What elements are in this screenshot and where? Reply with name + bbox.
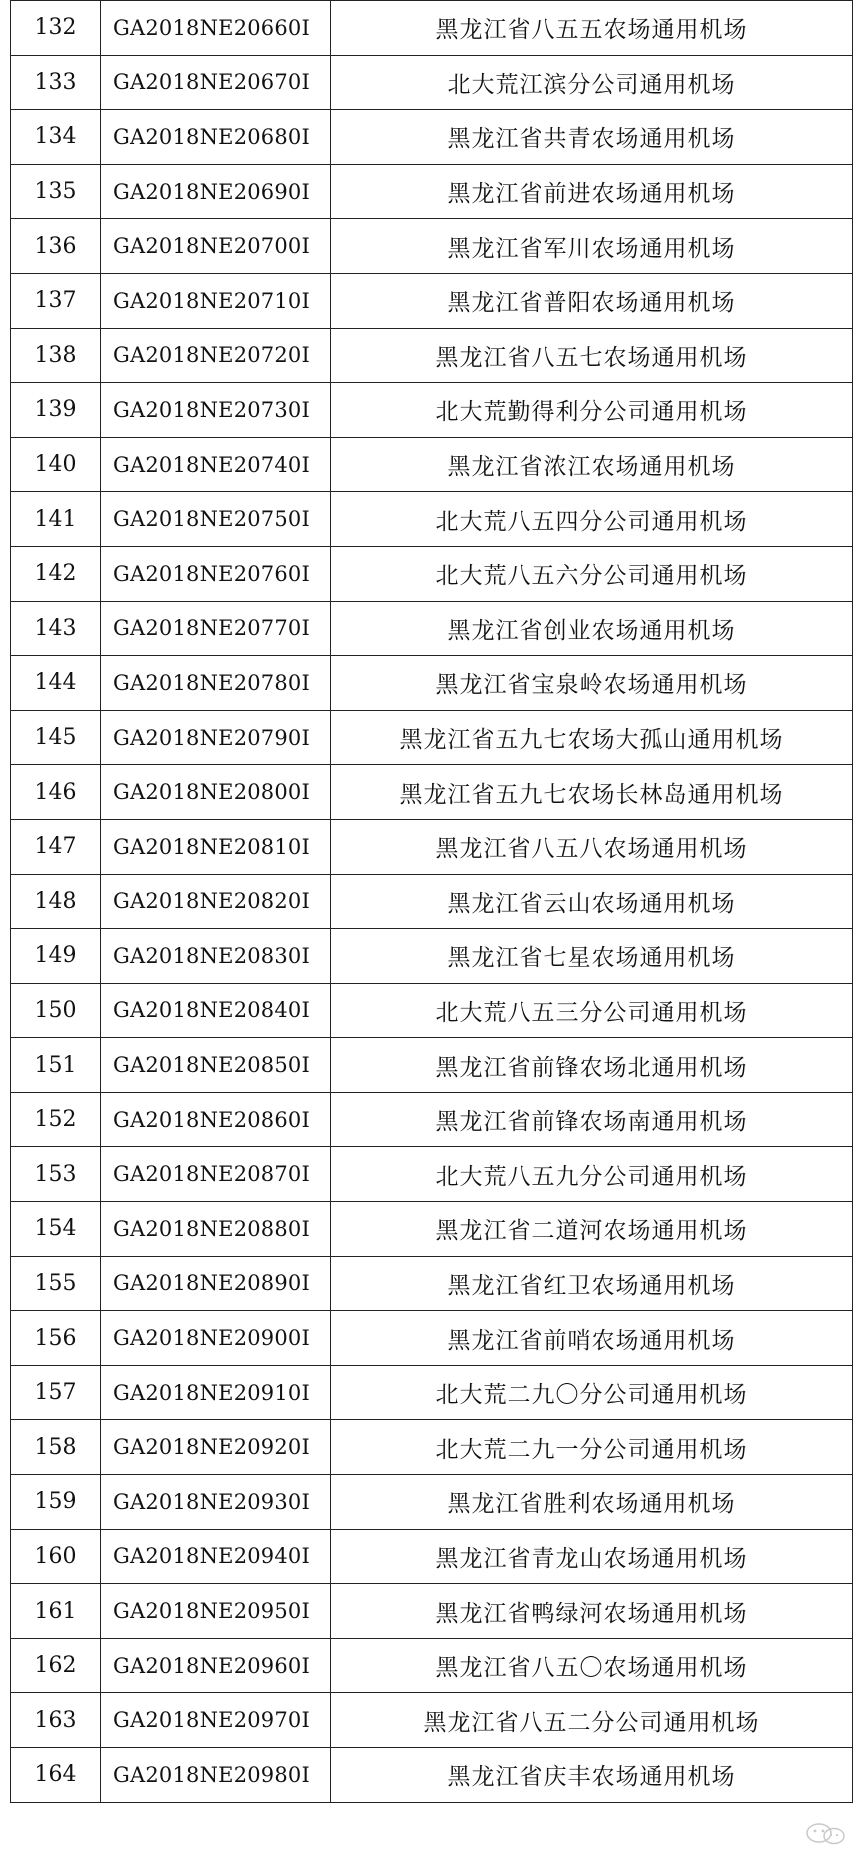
airport-name: 黑龙江省军川农场通用机场 (331, 219, 853, 274)
airport-code: GA2018NE20680I (101, 110, 331, 165)
airport-code: GA2018NE20840I (101, 983, 331, 1038)
airport-code: GA2018NE20660I (101, 1, 331, 56)
row-number: 145 (11, 710, 101, 765)
table-row (11, 929, 853, 984)
table-row (11, 1748, 853, 1803)
row-number: 152 (11, 1092, 101, 1147)
airport-code: GA2018NE20870I (101, 1147, 331, 1202)
row-number: 160 (11, 1529, 101, 1584)
table-row (11, 1475, 853, 1530)
row-number: 136 (11, 219, 101, 274)
airport-name: 黑龙江省七星农场通用机场 (331, 929, 853, 984)
airport-code: GA2018NE20890I (101, 1256, 331, 1311)
airport-name: 北大荒八五六分公司通用机场 (331, 546, 853, 601)
airport-name: 黑龙江省前哨农场通用机场 (331, 1311, 853, 1366)
airport-name: 黑龙江省鸭绿河农场通用机场 (331, 1584, 853, 1639)
airport-name: 北大荒二九〇分公司通用机场 (331, 1365, 853, 1420)
airport-name: 黑龙江省八五二分公司通用机场 (331, 1693, 853, 1748)
row-number: 142 (11, 546, 101, 601)
row-number: 164 (11, 1748, 101, 1803)
airport-name: 黑龙江省共青农场通用机场 (331, 110, 853, 165)
row-number: 161 (11, 1584, 101, 1639)
table-row (11, 437, 853, 492)
table-row (11, 546, 853, 601)
airport-name: 黑龙江省二道河农场通用机场 (331, 1202, 853, 1257)
row-number: 148 (11, 874, 101, 929)
airport-code: GA2018NE20880I (101, 1202, 331, 1257)
table-row (11, 1311, 853, 1366)
table-row (11, 492, 853, 547)
row-number: 133 (11, 55, 101, 110)
airport-name: 北大荒江滨分公司通用机场 (331, 55, 853, 110)
table-row (11, 983, 853, 1038)
airport-code: GA2018NE20800I (101, 765, 331, 820)
airport-name: 北大荒八五九分公司通用机场 (331, 1147, 853, 1202)
airport-table-body (11, 1, 853, 1803)
airport-code: GA2018NE20760I (101, 546, 331, 601)
airport-code: GA2018NE20720I (101, 328, 331, 383)
table-row (11, 1256, 853, 1311)
table-row (11, 1693, 853, 1748)
row-number: 157 (11, 1365, 101, 1420)
airport-name: 黑龙江省庆丰农场通用机场 (331, 1748, 853, 1803)
table-row (11, 383, 853, 438)
row-number: 143 (11, 601, 101, 656)
table-row (11, 1038, 853, 1093)
airport-code: GA2018NE20820I (101, 874, 331, 929)
airport-name: 黑龙江省创业农场通用机场 (331, 601, 853, 656)
airport-list (10, 0, 852, 1856)
table-row (11, 1638, 853, 1693)
airport-code: GA2018NE20860I (101, 1092, 331, 1147)
airport-name: 黑龙江省红卫农场通用机场 (331, 1256, 853, 1311)
airport-code: GA2018NE20690I (101, 164, 331, 219)
airport-code: GA2018NE20790I (101, 710, 331, 765)
table-row (11, 273, 853, 328)
row-number: 150 (11, 983, 101, 1038)
table-row (11, 1529, 853, 1584)
table-row (11, 1365, 853, 1420)
wechat-logo-icon (803, 1822, 849, 1846)
airport-code: GA2018NE20780I (101, 656, 331, 711)
airport-name: 黑龙江省八五五农场通用机场 (331, 1, 853, 56)
row-number: 147 (11, 819, 101, 874)
airport-name: 北大荒八五三分公司通用机场 (331, 983, 853, 1038)
row-number: 163 (11, 1693, 101, 1748)
airport-name: 黑龙江省浓江农场通用机场 (331, 437, 853, 492)
airport-name: 黑龙江省宝泉岭农场通用机场 (331, 656, 853, 711)
airport-code: GA2018NE20770I (101, 601, 331, 656)
airport-name: 黑龙江省云山农场通用机场 (331, 874, 853, 929)
table-row (11, 1147, 853, 1202)
table-row (11, 110, 853, 165)
row-number: 153 (11, 1147, 101, 1202)
table-row (11, 656, 853, 711)
airport-name: 黑龙江省胜利农场通用机场 (331, 1475, 853, 1530)
airport-code: GA2018NE20850I (101, 1038, 331, 1093)
airport-name: 北大荒二九一分公司通用机场 (331, 1420, 853, 1475)
airport-name: 黑龙江省五九七农场大孤山通用机场 (331, 710, 853, 765)
airport-code: GA2018NE20920I (101, 1420, 331, 1475)
table-row (11, 1, 853, 56)
airport-code: GA2018NE20900I (101, 1311, 331, 1366)
table-row (11, 328, 853, 383)
row-number: 140 (11, 437, 101, 492)
row-number: 144 (11, 656, 101, 711)
table-row (11, 819, 853, 874)
table-row (11, 219, 853, 274)
airport-code: GA2018NE20710I (101, 273, 331, 328)
row-number: 159 (11, 1475, 101, 1530)
table-row (11, 164, 853, 219)
row-number: 162 (11, 1638, 101, 1693)
row-number: 138 (11, 328, 101, 383)
airport-name: 北大荒八五四分公司通用机场 (331, 492, 853, 547)
row-number: 132 (11, 1, 101, 56)
airport-name: 黑龙江省前锋农场南通用机场 (331, 1092, 853, 1147)
row-number: 139 (11, 383, 101, 438)
airport-name: 黑龙江省前锋农场北通用机场 (331, 1038, 853, 1093)
airport-name: 黑龙江省五九七农场长林岛通用机场 (331, 765, 853, 820)
airport-name: 黑龙江省八五〇农场通用机场 (331, 1638, 853, 1693)
table-row (11, 1584, 853, 1639)
airport-name: 黑龙江省八五七农场通用机场 (331, 328, 853, 383)
table-row (11, 1202, 853, 1257)
airport-code: GA2018NE20970I (101, 1693, 331, 1748)
airport-code: GA2018NE20750I (101, 492, 331, 547)
airport-table (10, 0, 853, 1803)
row-number: 134 (11, 110, 101, 165)
row-number: 149 (11, 929, 101, 984)
airport-name: 黑龙江省普阳农场通用机场 (331, 273, 853, 328)
airport-code: GA2018NE20730I (101, 383, 331, 438)
airport-code: GA2018NE20950I (101, 1584, 331, 1639)
table-row (11, 874, 853, 929)
table-row (11, 1092, 853, 1147)
airport-name: 北大荒勤得利分公司通用机场 (331, 383, 853, 438)
row-number: 154 (11, 1202, 101, 1257)
airport-name: 黑龙江省前进农场通用机场 (331, 164, 853, 219)
airport-code: GA2018NE20940I (101, 1529, 331, 1584)
airport-code: GA2018NE20670I (101, 55, 331, 110)
airport-code: GA2018NE20930I (101, 1475, 331, 1530)
table-row (11, 1420, 853, 1475)
table-row (11, 710, 853, 765)
table-row (11, 55, 853, 110)
airport-name: 黑龙江省青龙山农场通用机场 (331, 1529, 853, 1584)
row-number: 146 (11, 765, 101, 820)
row-number: 137 (11, 273, 101, 328)
airport-code: GA2018NE20830I (101, 929, 331, 984)
airport-name: 黑龙江省八五八农场通用机场 (331, 819, 853, 874)
row-number: 158 (11, 1420, 101, 1475)
airport-code: GA2018NE20810I (101, 819, 331, 874)
row-number: 141 (11, 492, 101, 547)
airport-code: GA2018NE20910I (101, 1365, 331, 1420)
row-number: 135 (11, 164, 101, 219)
airport-code: GA2018NE20700I (101, 219, 331, 274)
table-row (11, 765, 853, 820)
row-number: 151 (11, 1038, 101, 1093)
airport-code: GA2018NE20980I (101, 1748, 331, 1803)
airport-code: GA2018NE20740I (101, 437, 331, 492)
row-number: 155 (11, 1256, 101, 1311)
airport-code: GA2018NE20960I (101, 1638, 331, 1693)
row-number: 156 (11, 1311, 101, 1366)
table-row (11, 601, 853, 656)
